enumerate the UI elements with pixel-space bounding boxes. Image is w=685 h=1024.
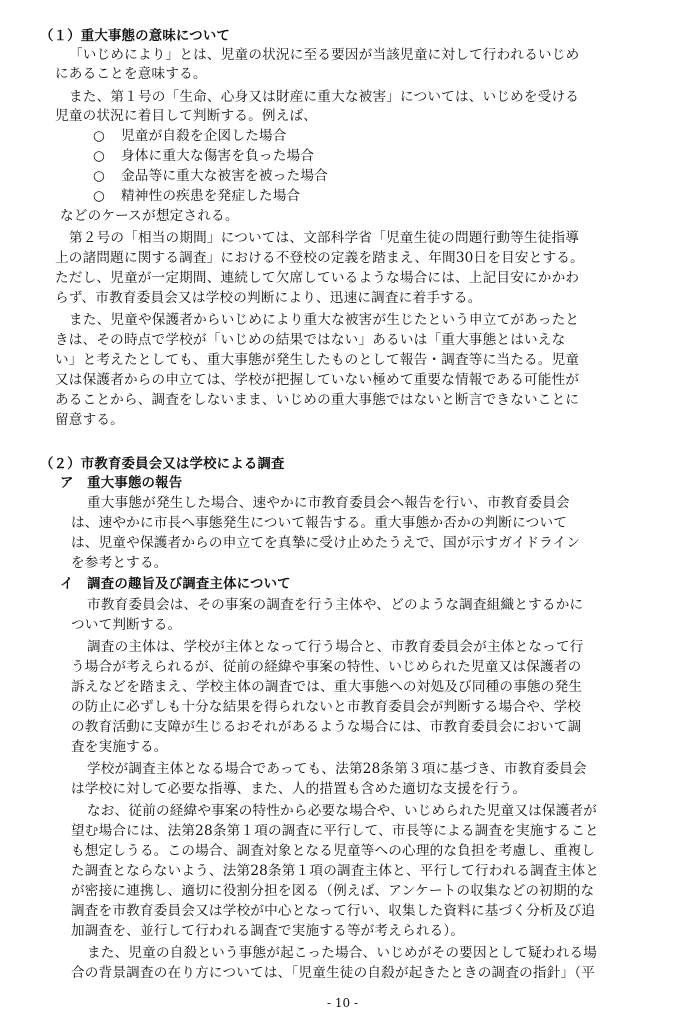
list-item-text: 金品等に重大な被害を被った場合 bbox=[121, 168, 328, 184]
subsection-i-p3-line2: は学校に対して必要な指導、また、人的措置も含めた適切な支援を行う。 bbox=[71, 781, 527, 797]
subsection-i-p5-line2: 合の背景調査の在り方については、「児童生徒の自殺が起きたときの調査の指針」（平 bbox=[71, 965, 596, 981]
bullet-circle-icon: ○ bbox=[93, 168, 106, 184]
section1-p2-line1: また、第１号の「生命、心身又は財産に重大な被害」については、いじめを受ける bbox=[69, 89, 580, 105]
subsection-i-p4-line4: た調査とならないよう、法第28条第１項の調査主体と、平行して行われる調査主体と bbox=[71, 863, 600, 879]
subsection-a-heading: ア 重大事態の報告 bbox=[60, 476, 183, 491]
section1-p4-line2: 上の諸問題に関する調査」における不登校の定義を踏まえ、年間30日を目安とする。 bbox=[55, 250, 584, 266]
subsection-i-p2-line6: 査を実施する。 bbox=[71, 739, 168, 755]
subsection-i-p4-line3: も想定しうる。この場合、調査対象となる児童等への心理的な負担を考慮し、重複し bbox=[71, 843, 596, 859]
subsection-a-line2: は、速やかに市長へ事態発生について報告する。重大事態か否かの判断について bbox=[71, 515, 568, 531]
section1-heading: （１）重大事態の意味について bbox=[40, 29, 230, 44]
subsection-i-p4-line7: 加調査を、並行して行われる調査で実施する等が考えられる）。 bbox=[71, 923, 465, 939]
page-number: - 10 - bbox=[326, 996, 358, 1010]
subsection-i-p3-line1: 学校が調査主体となる場合であっても、法第28条第３項に基づき、市教育委員会 bbox=[87, 761, 587, 777]
list-item bbox=[93, 167, 328, 186]
subsection-a-line1: 重大事態が発生した場合、速やかに市教育委員会へ報告を行い、市教育委員会 bbox=[87, 495, 570, 511]
section1-p5-line2: きは、その時点で学校が「いじめの結果ではない」あるいは「重大事態とはいえな bbox=[55, 332, 566, 348]
section1-p4-line4: らず、市教育委員会又は学校の判断により、迅速に調査に着手する。 bbox=[55, 290, 482, 306]
list-item-text: 児童が自殺を企図した場合 bbox=[121, 128, 287, 144]
subsection-i-p4-line5: が密接に連携し、適切に役割分担を図る（例えば、アンケートの収集などの初期的な bbox=[71, 883, 595, 899]
section1-p1-line2: にあることを意味する。 bbox=[55, 66, 207, 82]
bullet-circle-icon: ○ bbox=[93, 148, 106, 164]
subsection-a-line4: を参考とする。 bbox=[71, 555, 168, 571]
subsection-i-p2-line2: う場合が考えられるが、従前の経緯や事案の特性、いじめられた児童又は保護者の bbox=[71, 659, 582, 675]
section1-p5-line3: い」と考えたとしても、重大事態が発生したものとして報告・調査等に当たる。児童 bbox=[55, 352, 580, 368]
subsection-i-p4-line1: なお、従前の経緯や事案の特性から必要な場合や、いじめられた児童又は保護者が bbox=[87, 803, 598, 819]
section1-p3: などのケースが想定される。 bbox=[60, 208, 239, 224]
subsection-i-p1-line1: 市教育委員会は、その事案の調査を行う主体や、どのような調査組織とするかに bbox=[87, 597, 584, 613]
subsection-i-p4-line6: 調査を市教育委員会又は学校が中心となって行い、収集した資料に基づく分析及び追 bbox=[71, 903, 596, 919]
section1-p4-line1: 第２号の「相当の期間」については、文部科学省「児童生徒の問題行動等生徒指導 bbox=[69, 230, 580, 246]
section1-p2-line2: 児童の状況に着目して判断する。例えば、 bbox=[55, 108, 318, 124]
section1-p1-line1: 「いじめにより」とは、児童の状況に至る要因が当該児童に対して行われるいじめ bbox=[69, 47, 580, 63]
subsection-i-heading: イ 調査の趣旨及び調査主体について bbox=[60, 577, 291, 592]
subsection-i-p5-line1: また、児童の自殺という事態が起こった場合、いじめがその要因として疑われる場 bbox=[87, 945, 598, 961]
section1-p5-line6: 留意する。 bbox=[55, 412, 124, 428]
bullet-circle-icon: ○ bbox=[93, 188, 106, 204]
subsection-i-p2-line3: 訴えなどを踏まえ、学校主体の調査では、重大事態への対処及び同種の事態の発生 bbox=[71, 679, 583, 695]
section1-p5-line5: あることから、調査をしないまま、いじめの重大事態ではないと断言できないことに bbox=[55, 392, 580, 408]
subsection-a-line3: は、児童や保護者からの申立てを真摯に受け止めたうえで、国が示すガイドライン bbox=[71, 535, 581, 551]
subsection-i-p2-line1: 調査の主体は、学校が主体となって行う場合と、市教育委員会が主体となって行 bbox=[87, 639, 584, 655]
section2-heading: （２）市教育委員会又は学校による調査 bbox=[40, 457, 285, 472]
list-item-text: 身体に重大な傷害を負った場合 bbox=[121, 148, 315, 164]
list-item bbox=[93, 127, 287, 146]
bullet-circle-icon: ○ bbox=[93, 128, 106, 144]
subsection-i-p2-line4: の防止に必ずしも十分な結果を得られないと市教育委員会が判断する場合や、学校 bbox=[71, 699, 582, 715]
subsection-i-p1-line2: ついて判断する。 bbox=[71, 617, 182, 633]
section1-p5-line4: 又は保護者からの申立ては、学校が把握していない極めて重要な情報である可能性が bbox=[55, 372, 580, 388]
list-item bbox=[93, 147, 314, 166]
section1-p4-line3: ただし、児童が一定期間、連続して欠席しているような場合には、上記目安にかかわ bbox=[55, 270, 580, 286]
section1-p5-line1: また、児童や保護者からいじめにより重大な被害が生じたという申立てがあったと bbox=[69, 312, 580, 328]
list-item bbox=[93, 187, 300, 206]
subsection-i-p2-line5: の教育活動に支障が生じるおそれがあるような場合には、市教育委員会において調 bbox=[71, 719, 582, 735]
list-item-text: 精神性の疾患を発症した場合 bbox=[121, 188, 301, 204]
subsection-i-p4-line2: 望む場合には、法第28条第１項の調査に平行して、市長等による調査を実施すること bbox=[71, 823, 599, 839]
